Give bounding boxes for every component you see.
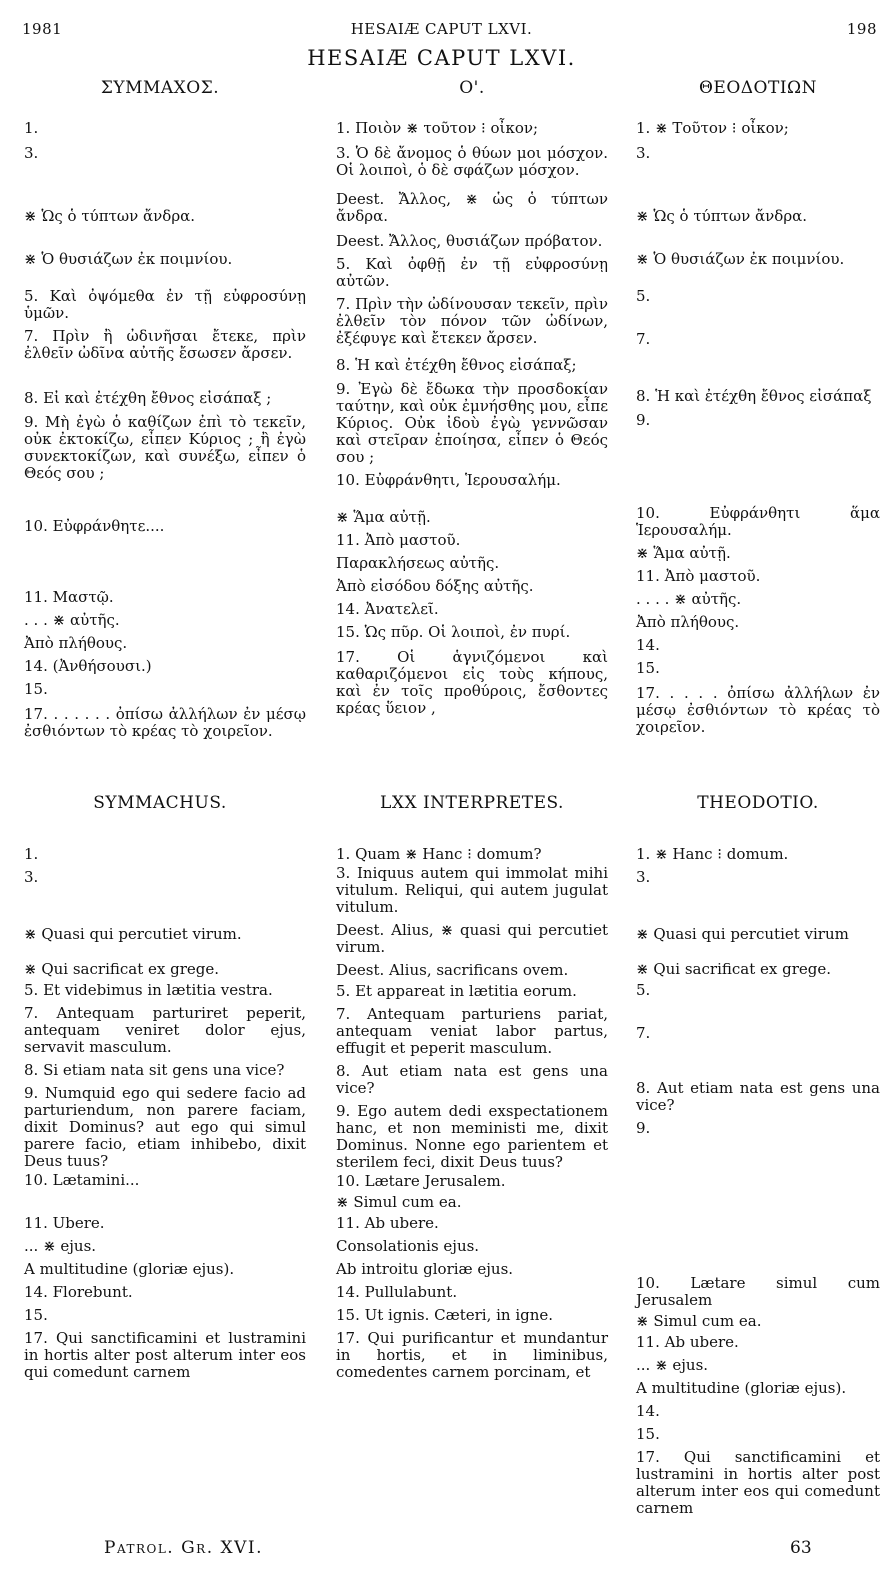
- greek-header-symmachus: ΣΥΜΜΑΧΟΣ.: [100, 78, 220, 98]
- greek-entry: 10. Εὐφράνθητι ἅμα Ἱερουσαλήμ.: [636, 504, 880, 539]
- greek-entry: Ἀπὸ εἰσόδου δόξης αὐτῆς.: [336, 577, 534, 595]
- greek-entry: 5.: [636, 287, 651, 305]
- latin-entry: ⋇ Quasi qui percutiet virum: [636, 925, 849, 943]
- latin-entry: A multitudine (gloriæ ejus).: [636, 1379, 847, 1397]
- latin-entry: ... ⋇ ejus.: [24, 1237, 97, 1255]
- greek-entry: Ἀπὸ πλήθους.: [636, 613, 740, 631]
- latin-entry: 11. Ab ubere.: [336, 1214, 439, 1232]
- latin-entry: 17. Qui sanctificamini et lustramini in hortis alter post alterum inter eos qui comedunt carnem: [24, 1329, 306, 1381]
- greek-entry: ⋇ Ὁ θυσιάζων ἐκ ποιμνίου.: [24, 250, 233, 268]
- footer-page-number: 63: [790, 1538, 812, 1558]
- greek-entry: Deest. Ἄλλος, ⋇ ὡς ὁ τύπτων ἄνδρα.: [336, 190, 608, 225]
- latin-entry: 11. Ubere.: [24, 1214, 105, 1232]
- latin-entry: 9. Numquid ego qui sedere facio ad parturiendum, non parere faciam, dixit Dominus? aut ego qui simul parere facio, etiam inhibebo, dixit Deus tuus?: [24, 1084, 306, 1170]
- greek-entry: 10. Εὐφράνθητε....: [24, 517, 165, 535]
- greek-entry: Παρακλήσεως αὐτῆς.: [336, 554, 500, 572]
- greek-entry: ⋇ Ὡς ὁ τύπτων ἄνδρα.: [24, 207, 196, 225]
- greek-entry: 3. Ὁ δὲ ἄνομος ὁ θύων μοι μόσχον. Οἱ λοιποὶ, ὁ δὲ σφάζων μόσχον.: [336, 144, 608, 179]
- latin-entry: 5. Et videbimus in lætitia vestra.: [24, 981, 273, 999]
- greek-entry: ⋇ Ὡς ὁ τύπτων ἄνδρα.: [636, 207, 808, 225]
- latin-entry: 7.: [636, 1024, 651, 1042]
- latin-entry: ⋇ Quasi qui percutiet virum.: [24, 925, 242, 943]
- latin-entry: A multitudine (gloriæ ejus).: [24, 1260, 235, 1278]
- greek-entry: 9. Ἐγὼ δὲ ἔδωκα τὴν προσδοκίαν ταύτην, καὶ οὐκ ἐμνήσθης μου, εἶπε Κύριος. Οὐκ ἰδοὺ ἐγὼ γεννῶσαν καὶ στεῖραν ἐποίησα, εἶπεν ὁ Θεός σου ;: [336, 380, 608, 466]
- latin-entry: 10. Lætamini...: [24, 1171, 140, 1189]
- greek-entry: ⋇ Ἅμα αὐτῇ.: [336, 508, 431, 526]
- greek-entry: . . . ⋇ αὐτῆς.: [24, 611, 120, 629]
- latin-entry: Deest. Alius, ⋇ quasi qui percutiet virum.: [336, 921, 608, 956]
- latin-entry: 7. Antequam parturiret peperit, antequam veniret dolor ejus, servavit masculum.: [24, 1004, 306, 1056]
- latin-column-theodotion: [636, 846, 880, 1517]
- latin-header-theodotion: THEODOTIO.: [697, 793, 819, 813]
- greek-entry: 17. . . . . ὀπίσω ἀλλήλων ἐν μέσῳ ἐσθιόντων τὸ κρέας τὸ χοιρεῖον.: [636, 684, 880, 736]
- greek-entry: 14. Ἀνατελεῖ.: [336, 600, 439, 618]
- latin-entry: 8. Si etiam nata sit gens una vice?: [24, 1061, 285, 1079]
- latin-column-symmachus: [24, 846, 306, 1381]
- greek-entry: 1. Ποιὸν ⋇ τοῦτον ⁝ οἶκον;: [336, 119, 539, 137]
- greek-entry: Ἀπὸ πλήθους.: [24, 634, 128, 652]
- latin-header-lxx: LXX INTERPRETES.: [380, 793, 564, 813]
- greek-entry: 1.: [24, 119, 39, 137]
- greek-entry: 7.: [636, 330, 651, 348]
- latin-entry: 8. Aut etiam nata est gens una vice?: [336, 1062, 608, 1097]
- greek-entry: 17. Οἱ ἁγνιζόμενοι καὶ καθαριζόμενοι εἰς τοὺς κήπους, καὶ ἐν τοῖς προθύροις, ἔσθοντες κρέας ὕειον ,: [336, 648, 608, 717]
- greek-entry: 9. Μὴ ἐγὼ ὁ καθίζων ἐπὶ τὸ τεκεῖν, οὐκ ἐκτοκίζω, εἶπεν Κύριος ; ἢ ἐγὼ συνεκτοκίζων, καὶ συνέξω, εἶπεν ὁ Θεός σου ;: [24, 413, 306, 482]
- greek-entry: 5. Καὶ ὀψόμεθα ἐν τῇ εὐφροσύνῃ ὑμῶν.: [24, 287, 306, 322]
- greek-header-theodotion: ΘΕΟΔΟΤΙΩΝ: [698, 78, 818, 98]
- running-head-column-right: 198: [846, 20, 877, 38]
- running-head-title: HESAIÆ CAPUT LXVI.: [350, 20, 533, 38]
- latin-entry: Consolationis ejus.: [336, 1237, 480, 1255]
- latin-entry: 9. Ego autem dedi exspectationem hanc, et non meministi me, dixit Dominus. Nonne ego parientem et sterilem feci, dixit Deus tuus?: [336, 1102, 608, 1171]
- latin-entry: 15.: [24, 1306, 48, 1324]
- greek-entry: 14. (Ἀνθήσουσι.): [24, 657, 152, 675]
- greek-column-theodotion: [636, 120, 880, 736]
- latin-entry: 1.: [24, 845, 39, 863]
- greek-entry: 15. Ὡς πῦρ. Οἱ λοιποὶ, ἐν πυρί.: [336, 623, 571, 641]
- footer-series-label: Patrol. Gr. XVI.: [104, 1538, 264, 1558]
- latin-entry: Ab introitu gloriæ ejus.: [336, 1260, 514, 1278]
- latin-entry: 15.: [636, 1425, 660, 1443]
- greek-entry: 11. Ἀπὸ μαστοῦ.: [636, 567, 761, 585]
- greek-entry: 8. Εἰ καὶ ἐτέχθη ἔθνος εἰσάπαξ ;: [24, 389, 272, 407]
- greek-entry: 8. Ἡ καὶ ἐτέχθη ἔθνος εἰσάπαξ: [636, 387, 872, 405]
- latin-entry: 10. Lætare simul cum Jerusalem: [636, 1274, 880, 1309]
- greek-entry: 3.: [636, 144, 651, 162]
- greek-entry: 15.: [24, 680, 48, 698]
- greek-entry: ⋇ Ὁ θυσιάζων ἐκ ποιμνίου.: [636, 250, 845, 268]
- greek-header-lxx: Ο'.: [459, 78, 485, 98]
- latin-entry: ⋇ Simul cum ea.: [636, 1312, 762, 1330]
- greek-entry: 15.: [636, 659, 660, 677]
- latin-entry: 3.: [636, 868, 651, 886]
- latin-entry: 5.: [636, 981, 651, 999]
- greek-column-symmachus: [24, 120, 306, 740]
- latin-header-symmachus: SYMMACHUS.: [93, 793, 227, 813]
- greek-entry: 7. Πρὶν ἢ ὠδινῆσαι ἔτεκε, πρὶν ἐλθεῖν ὠδῖνα αὐτῆς ἔσωσεν ἄρσεν.: [24, 327, 306, 362]
- latin-entry: 17. Qui purificantur et mundantur in hortis, et in liminibus, comedentes carnem porcinam, et: [336, 1329, 608, 1381]
- latin-entry: 14. Pullulabunt.: [336, 1283, 458, 1301]
- chapter-title: HESAIÆ CAPUT LXVI.: [307, 46, 576, 70]
- latin-entry: ⋇ Simul cum ea.: [336, 1193, 462, 1211]
- latin-entry: 1. Quam ⋇ Hanc ⁝ domum?: [336, 845, 542, 863]
- greek-entry: 9.: [636, 411, 651, 429]
- latin-entry: ... ⋇ ejus.: [636, 1356, 709, 1374]
- greek-entry: 10. Εὐφράνθητι, Ἱερουσαλήμ.: [336, 471, 561, 489]
- latin-entry: 7. Antequam parturiens pariat, antequam veniat labor partus, effugit et peperit masculum.: [336, 1005, 608, 1057]
- latin-entry: 1. ⋇ Hanc ⁝ domum.: [636, 845, 789, 863]
- greek-entry: Deest. Ἄλλος, θυσιάζων πρόβατον.: [336, 232, 603, 250]
- latin-entry: 10. Lætare Jerusalem.: [336, 1172, 506, 1190]
- latin-entry: 3.: [24, 868, 39, 886]
- greek-entry: 1. ⋇ Τοῦτον ⁝ οἶκον;: [636, 119, 789, 137]
- greek-entry: ⋇ Ἅμα αὐτῇ.: [636, 544, 731, 562]
- latin-entry: Deest. Alius, sacrificans ovem.: [336, 961, 569, 979]
- latin-entry: 14. Florebunt.: [24, 1283, 133, 1301]
- latin-entry: 15. Ut ignis. Cæteri, in igne.: [336, 1306, 554, 1324]
- latin-entry: 3. Iniquus autem qui immolat mihi vitulum. Reliqui, qui autem jugulat vitulum.: [336, 864, 608, 916]
- latin-entry: 11. Ab ubere.: [636, 1333, 739, 1351]
- latin-entry: 14.: [636, 1402, 660, 1420]
- greek-entry: 11. Μαστῷ.: [24, 588, 114, 606]
- latin-entry: 9.: [636, 1119, 651, 1137]
- latin-entry: 8. Aut etiam nata est gens una vice?: [636, 1079, 880, 1114]
- latin-entry: 5. Et appareat in lætitia eorum.: [336, 982, 577, 1000]
- greek-entry: 17. . . . . . . ὀπίσω ἀλλήλων ἐν μέσῳ ἐσθιόντων τὸ κρέας τὸ χοιρεῖον.: [24, 705, 306, 740]
- latin-entry: ⋇ Qui sacrificat ex grege.: [24, 960, 220, 978]
- latin-entry: 17. Qui sanctificamini et lustramini in hortis alter post alterum inter eos qui comedunt carnem: [636, 1448, 880, 1517]
- greek-entry: 5. Καὶ ὀφθῇ ἐν τῇ εὐφροσύνῃ αὐτῶν.: [336, 255, 608, 290]
- latin-entry: ⋇ Qui sacrificat ex grege.: [636, 960, 832, 978]
- running-head-column-left: 1981: [22, 20, 63, 38]
- greek-column-lxx: [336, 120, 608, 717]
- latin-column-lxx: [336, 846, 608, 1381]
- greek-entry: 11. Ἀπὸ μαστοῦ.: [336, 531, 461, 549]
- greek-entry: 8. Ἡ καὶ ἐτέχθη ἔθνος εἰσάπαξ;: [336, 356, 577, 374]
- greek-entry: 14.: [636, 636, 660, 654]
- greek-entry: . . . . ⋇ αὐτῆς.: [636, 590, 742, 608]
- greek-entry: 3.: [24, 144, 39, 162]
- greek-entry: 7. Πρὶν τὴν ὠδίνουσαν τεκεῖν, πρὶν ἐλθεῖν τὸν πόνον τῶν ὠδίνων, ἐξέφυγε καὶ ἔτεκεν ἄρσεν.: [336, 295, 609, 347]
